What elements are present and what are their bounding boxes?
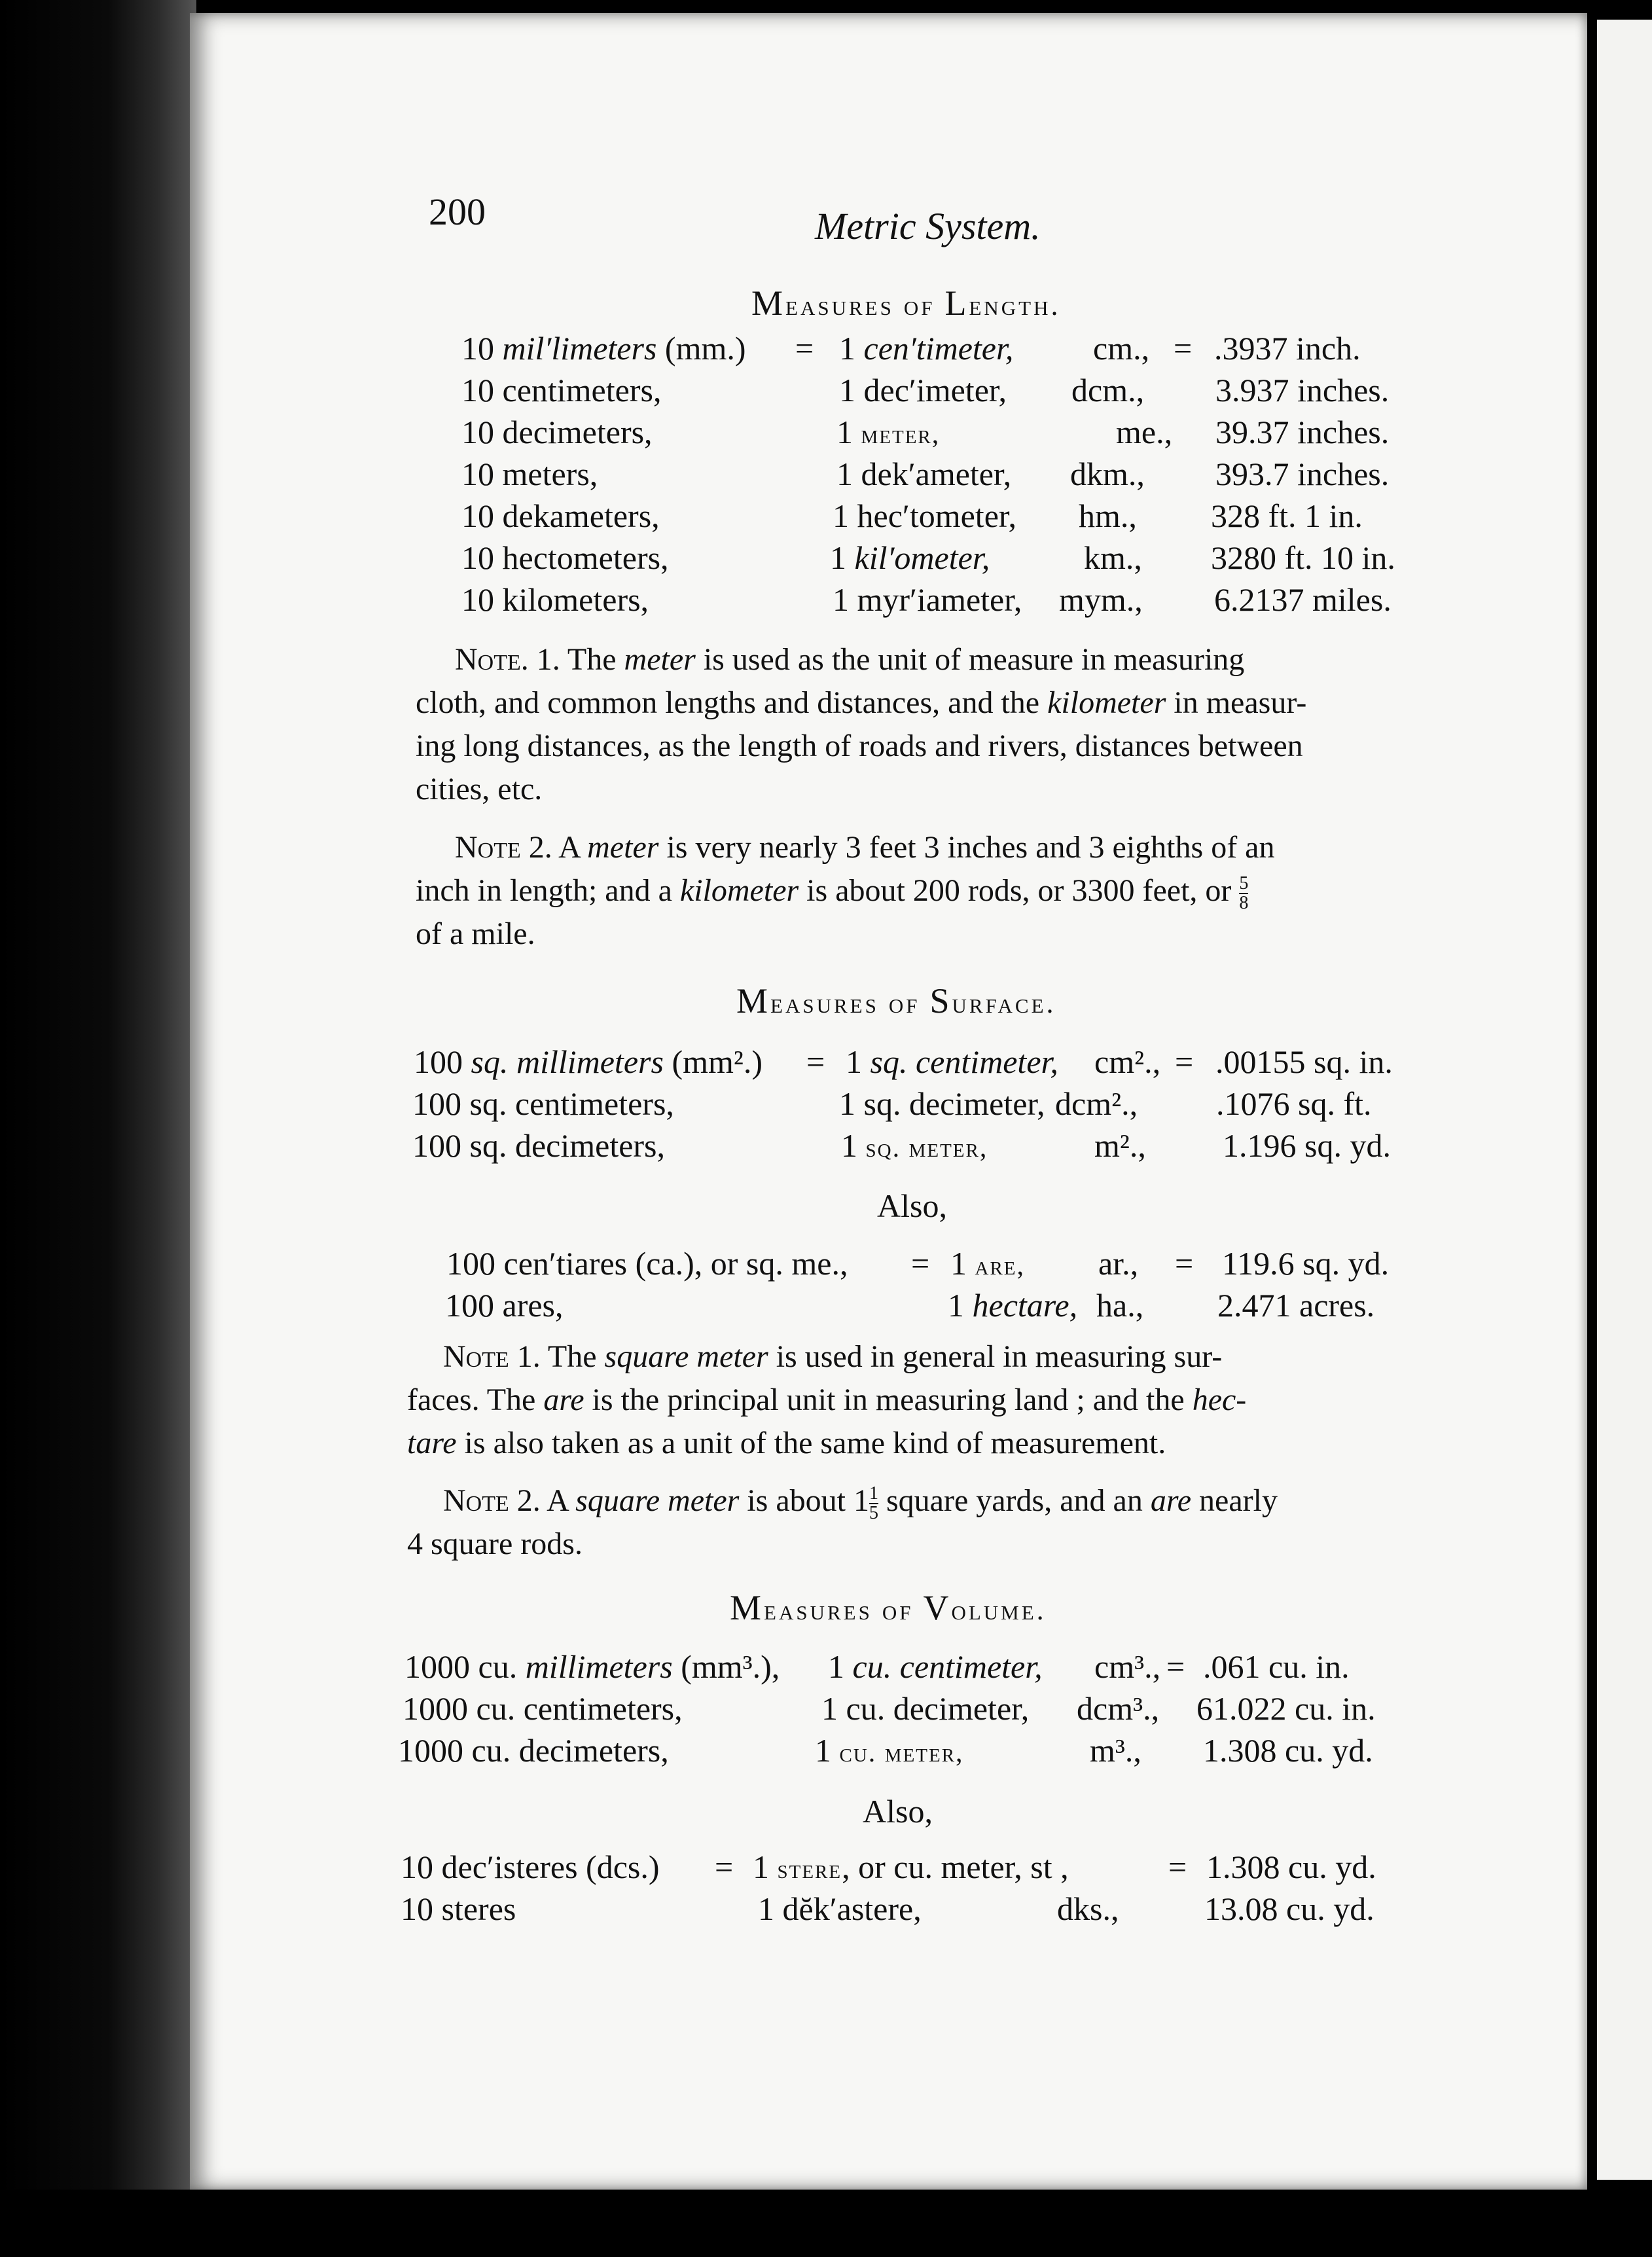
length-row-3-unit: 1 dek′ameter, [836,456,1012,492]
volume-row-2-abbr: m³., [1090,1732,1141,1769]
volume-also-row-1-unit: 1 dĕk′astere, [758,1890,922,1927]
surface-note-2: Note 2. A square meter is about 1 $\frac{1}{5}$ square yards, and an are nearly 4 square rods. [407,1483,1278,1561]
length-row-4-left: 10 dekameters, [461,497,660,534]
length-row-4-unit: 1 hec′tometer, [833,497,1017,534]
length-row-6-value: 6.2137 miles. [1214,581,1392,618]
fraction-one-fifth: $\frac{1}{5}$ [869,1483,878,1523]
surface-also-row-1-value: 2.471 acres. [1217,1287,1375,1324]
surface-also-row-0-value: 119.6 sq. yd. [1222,1245,1390,1282]
bottom-border [0,2190,1652,2257]
surface-also-row-0-abbr: ar., [1098,1245,1139,1282]
length-row-6-unit: 1 myr′iameter, [833,581,1022,618]
length-row-4-abbr: hm., [1079,497,1137,534]
length-row-2-value: 39.37 inches. [1215,414,1390,450]
length-row-0-value: .3937 inch. [1214,330,1361,367]
length-row-1-abbr: dcm., [1071,372,1145,408]
volume-row-0-value: .061 cu. in. [1203,1648,1350,1685]
surface-row-2-abbr: m²., [1094,1127,1146,1164]
length-row-1-left: 10 centimeters, [461,372,662,408]
length-row-0-unit: 1 cen′timeter, [839,330,1014,367]
length-row-2-abbr: me., [1116,414,1173,450]
facing-page-edge [1597,20,1652,2180]
volume-row-2-value: 1.308 cu. yd. [1203,1732,1373,1769]
surface-row-2-unit: 1 sq. meter, [841,1127,988,1164]
section-heading-surface: Measures of Surface. [736,981,1056,1020]
surface-also-row-1-unit: 1 hectare, [948,1287,1078,1324]
volume-row-0-left: 1000 cu. millimeters (mm³.), [404,1648,780,1685]
length-row-1-unit: 1 dec′imeter, [839,372,1007,408]
surface-note-1: Note 1. The square meter is used in general in measuring sur- faces. The are is the principal unit in measuring land ; and the hec- tare is also taken as a unit of the same kind of measurement. [407,1339,1247,1460]
length-row-0-eq: = [795,330,814,367]
running-title: Metric System. [815,205,1041,247]
surface-row-0-unit: 1 sq. centimeter, [846,1043,1058,1080]
volume-row-1-left: 1000 cu. centimeters, [403,1690,683,1727]
length-row-5-left: 10 hectometers, [461,539,669,576]
volume-row-2-left: 1000 cu. decimeters, [398,1732,669,1769]
surface-row-0-value: .00155 sq. in. [1215,1043,1393,1080]
surface-row-0-left: 100 sq. millimeters (mm².) [414,1043,763,1080]
length-row-6-abbr: mym., [1059,581,1143,618]
length-row-5-value: 3280 ft. 10 in. [1211,539,1395,576]
volume-also-row-1-abbr: dks., [1057,1890,1119,1927]
section-heading-volume: Measures of Volume. [730,1588,1047,1627]
volume-row-0-unit: 1 cu. centimeter, [828,1648,1043,1685]
volume-also-row-0-eq2: = [1168,1849,1187,1885]
surface-also-row-1-left: 100 ares, [445,1287,564,1324]
volume-row-1-value: 61.022 cu. in. [1196,1690,1376,1727]
volume-row-0-abbr: cm³., [1094,1648,1161,1685]
length-row-6-left: 10 kilometers, [461,581,649,618]
volume-also-row-0-eq: = [715,1849,734,1885]
volume-row-1-abbr: dcm³., [1077,1690,1160,1727]
section-heading-length: Measures of Length. [751,283,1061,323]
surface-also-row-0-unit: 1 are, [950,1245,1025,1282]
surface-row-0-abbr: cm²., [1094,1043,1161,1080]
volume-also-row-1-value: 13.08 cu. yd. [1204,1890,1374,1927]
surface-row-1-unit: 1 sq. decimeter, [839,1085,1045,1122]
length-row-5-abbr: km., [1084,539,1142,576]
volume-also-row-1-left: 10 steres [401,1890,516,1927]
surface-row-2-left: 100 sq. decimeters, [412,1127,666,1164]
length-row-0-abbr: cm., [1093,330,1150,367]
length-note-2: Note 2. A meter is very nearly 3 feet 3 inches and 3 eighths of an inch in length; and a kilometer is about 200 rods, or 3300 feet, or $\frac{5}{8}$ of a mile. [416,830,1275,951]
length-note-1: Note. 1. The meter is used as the unit of measure in measuring cloth, and common lengths and distances, and the kilometer in measur- ing long distances, as the length of roads and rivers, distances between cities, etc. [416,642,1307,806]
surface-row-1-value: .1076 sq. ft. [1216,1085,1372,1122]
length-row-4-value: 328 ft. 1 in. [1211,497,1363,534]
volume-row-1-unit: 1 cu. decimeter, [821,1690,1030,1727]
fraction-five-eighths: $\frac{5}{8}$ [1239,873,1249,913]
volume-also-row-0-left: 10 dec′isteres (dcs.) [401,1849,660,1885]
volume-also: Also, [863,1793,933,1830]
surface-row-2-value: 1.196 sq. yd. [1223,1127,1391,1164]
length-row-0-eq2: = [1174,330,1193,367]
surface-also-row-1-abbr: ha., [1096,1287,1144,1324]
surface-row-1-left: 100 sq. centimeters, [412,1085,674,1122]
length-row-1-value: 3.937 inches. [1215,372,1390,408]
length-row-5-unit: 1 kil′ometer, [830,539,990,576]
volume-also-row-0-value: 1.308 cu. yd. [1206,1849,1376,1885]
length-row-0-left: 10 mil′limeters (mm.) [461,330,746,367]
surface-also: Also, [877,1187,947,1224]
page-number: 200 [429,190,486,233]
volume-row-2-unit: 1 cu. meter, [815,1732,964,1769]
surface-row-0-eq: = [806,1043,825,1080]
length-row-3-left: 10 meters, [461,456,598,492]
surface-also-row-0-eq2: = [1175,1245,1194,1282]
length-row-2-left: 10 decimeters, [461,414,653,450]
volume-also-row-0-unit: 1 stere, or cu. meter, st , [753,1849,1069,1885]
surface-also-row-0-eq: = [911,1245,930,1282]
volume-row-0-eq2: = [1166,1648,1185,1685]
book-spine [0,0,196,2257]
length-row-3-value: 393.7 inches. [1215,456,1390,492]
length-row-3-abbr: dkm., [1070,456,1145,492]
surface-row-0-eq2: = [1175,1043,1194,1080]
surface-row-1-abbr: dcm²., [1055,1085,1138,1122]
surface-also-row-0-left: 100 cen′tiares (ca.), or sq. me., [446,1245,848,1282]
length-row-2-unit: 1 meter, [836,414,941,450]
